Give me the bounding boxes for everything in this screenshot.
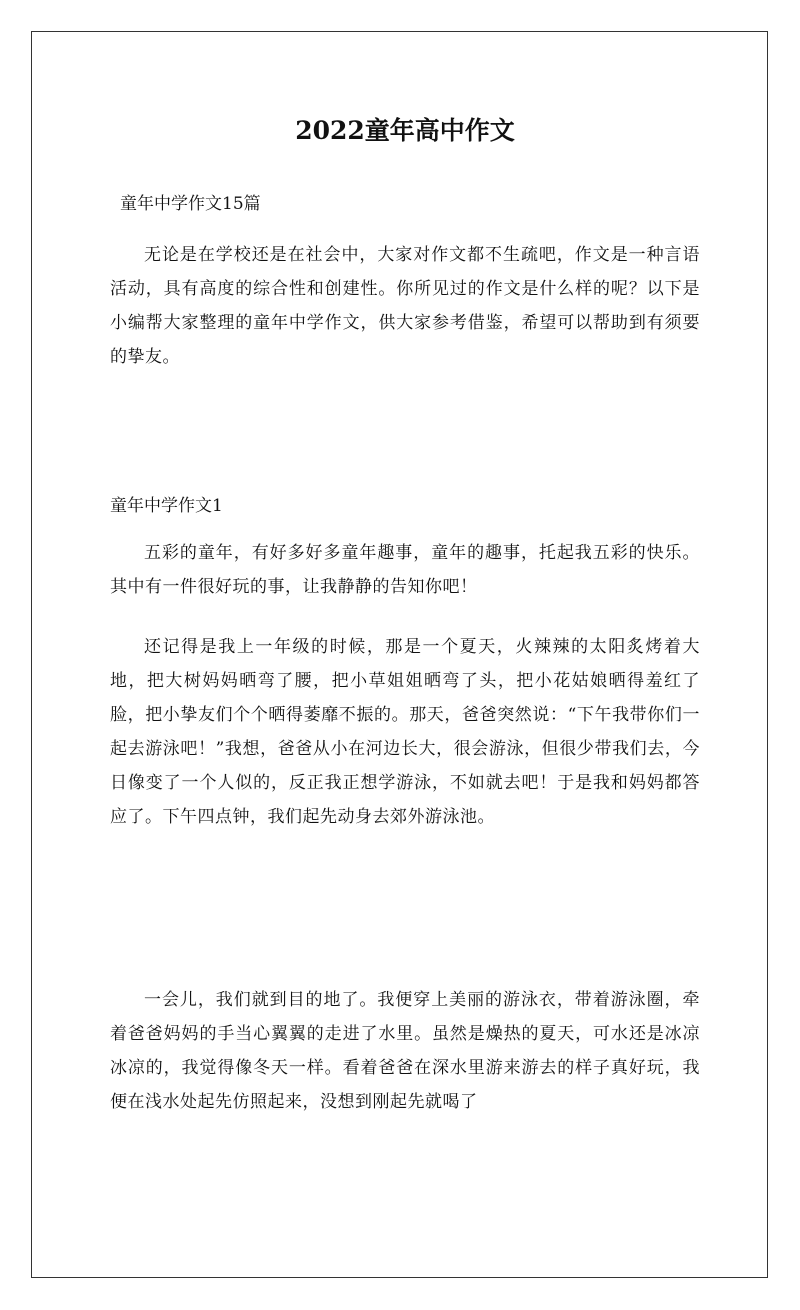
body-paragraph: 还记得是我上一年级的时候，那是一个夏天，火辣辣的太阳炙烤着大地，把大树妈妈晒弯了腰，把小草姐姐晒弯了头，把小花姑娘晒得羞红了脸，把小挚友们个个晒得萎靡不振的。那天，爸爸突然说：“下午我带你们一起去游泳吧！”我想，爸爸从小在河边长大，很会游泳，但很少带我们去，今日像变了一个人似的，反正我正想学游泳，不如就去吧！于是我和妈妈都答应了。下午四点钟，我们起先动身去郊外游泳池。 [110,637,700,827]
intro-paragraph: 无论是在学校还是在社会中，大家对作文都不生疏吧，作文是一种言语活动，具有高度的综合性和创建性。你所见过的作文是什么样的呢？以下是小编帮大家整理的童年中学作文，供大家参考借鉴，希望可以帮助到有须要的挚友。 [110,245,700,367]
section-heading: 童年中学作文1 [110,496,223,516]
document-title: 2022童年高中作文 [295,116,515,145]
document-subtitle: 童年中学作文15篇 [120,194,261,214]
body-paragraph: 一会儿，我们就到目的地了。我便穿上美丽的游泳衣，带着游泳圈，牵着爸爸妈妈的手当心翼翼的走进了水里。虽然是燥热的夏天，可水还是冰凉冰凉的，我觉得像冬天一样。看着爸爸在深水里游来游去的样子真好玩，我便在浅水处起先仿照起来，没想到刚起先就喝了 [110,990,700,1112]
body-paragraph: 五彩的童年，有好多好多童年趣事，童年的趣事，托起我五彩的快乐。其中有一件很好玩的事，让我静静的告知你吧！ [110,543,700,597]
